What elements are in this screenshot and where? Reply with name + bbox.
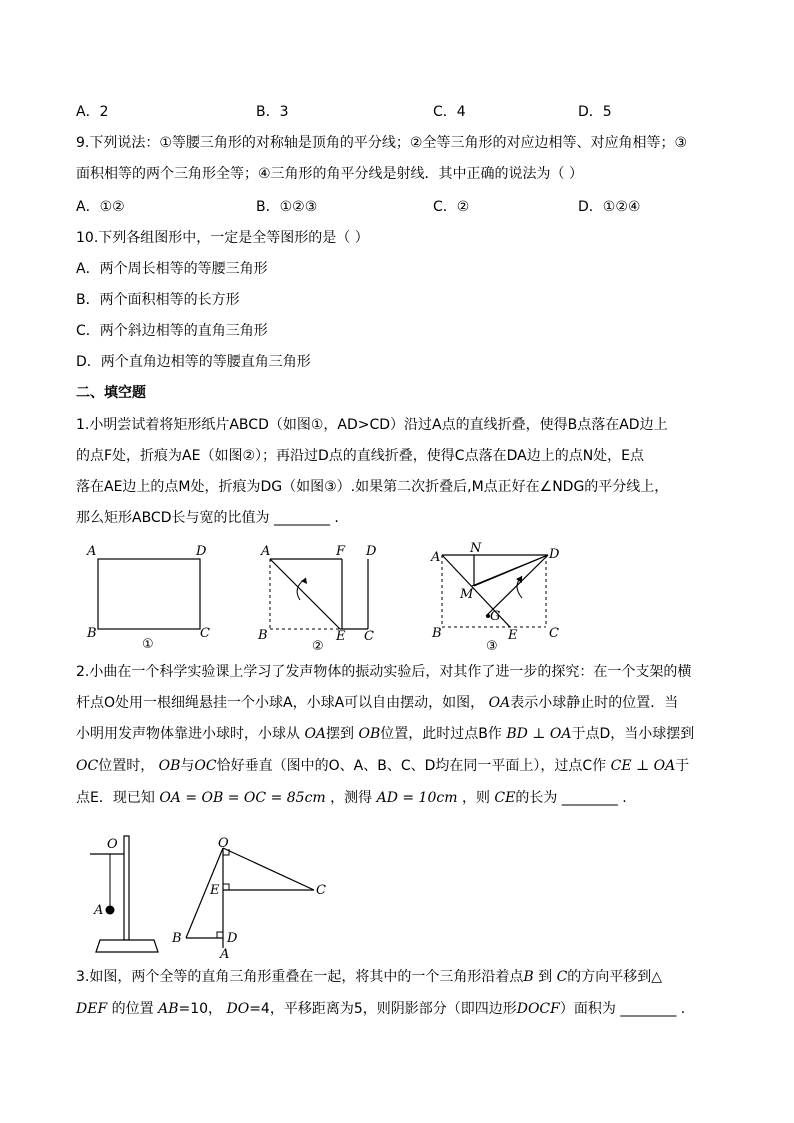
option-a: A．2 bbox=[76, 104, 109, 120]
label-b: B bbox=[87, 626, 97, 641]
fill-2-line-2: 杆点O处用一根细绳悬挂一个小球A，小球A可以自由摆动，如图， OA表示小球静止时的位置．当 bbox=[76, 695, 679, 711]
label-d: D bbox=[227, 931, 238, 946]
fill-2-line-4: OC位置时， OB与OC恰好垂直（图中的O、A、B、C、D均在同一平面上），过点C作 CE ⊥ OA于 bbox=[76, 758, 690, 774]
label-d: D bbox=[196, 544, 207, 559]
q9-option-b: B．①②③ bbox=[256, 199, 318, 215]
figure-1-panel-1 bbox=[84, 540, 234, 650]
fill-1-line-4: 那么矩形ABCD长与宽的比值为 ________ . bbox=[76, 510, 339, 526]
figure-number: ① bbox=[142, 637, 154, 652]
label-c: C bbox=[316, 883, 326, 898]
fill-3-line-1: 3.如图，两个全等的直角三角形重叠在一起，将其中的一个三角形沿着点B 到 C的方向平移到△ bbox=[76, 969, 663, 985]
label-d: D bbox=[366, 544, 377, 559]
label-m: M bbox=[460, 587, 474, 602]
label-c: C bbox=[549, 626, 559, 641]
q10-option-d: D．两个直角边相等的等腰直角三角形 bbox=[76, 354, 311, 370]
q9-option-a: A．①② bbox=[76, 199, 125, 215]
figure-2-triangle-diagram bbox=[170, 836, 330, 961]
figure-2-pendulum-stand bbox=[90, 830, 170, 960]
option-b: B．3 bbox=[256, 104, 289, 120]
question-9-line-1: 9.下列说法：①等腰三角形的对称轴是顶角的平分线；②全等三角形的对应边相等、对应角相等；③ bbox=[76, 135, 688, 151]
question-9-line-2: 面积相等的两个三角形全等；④三角形的角平分线是射线．其中正确的说法为（ ） bbox=[76, 166, 583, 182]
label-b: B bbox=[258, 628, 268, 643]
label-n: N bbox=[470, 541, 482, 556]
label-a: A bbox=[261, 544, 271, 559]
label-b: B bbox=[432, 626, 442, 641]
fill-1-line-2: 的点F处，折痕为AE（如图②）；再沿过D点的直线折叠，使得C点落在DA边上的点N处，E点 bbox=[76, 448, 645, 464]
question-10-stem: 10.下列各组图形中，一定是全等图形的是（ ） bbox=[76, 230, 369, 246]
label-g: G bbox=[490, 609, 501, 624]
label-a: A bbox=[87, 544, 97, 559]
label-a: A bbox=[220, 947, 230, 962]
fill-2-line-3: 小明用发声物体靠进小球时，小球从 OA摆到 OB位置，此时过点B作 BD ⊥ OA于点D，当小球摆到 bbox=[76, 726, 695, 742]
figure-1-panel-3 bbox=[428, 540, 578, 654]
label-o: O bbox=[218, 836, 229, 851]
label-o: O bbox=[107, 837, 118, 852]
label-d: D bbox=[549, 547, 560, 562]
q10-option-a: A．两个周长相等的等腰三角形 bbox=[76, 261, 268, 277]
label-e: E bbox=[210, 883, 220, 898]
section-title: 二、填空题 bbox=[76, 385, 146, 401]
label-c: C bbox=[200, 626, 210, 641]
label-e: E bbox=[508, 628, 518, 643]
label-a: A bbox=[94, 903, 104, 918]
label-a: A bbox=[431, 550, 441, 565]
fill-1-line-1: 1.小明尝试着将矩形纸片ABCD（如图①，AD>CD）沿过A点的直线折叠，使得B点落在AD边上 bbox=[76, 417, 668, 433]
fill-3-line-2: DEF 的位置 AB=10， DO=4，平移距离为5，则阴影部分（即四边形DOCF）面积为 ________ . bbox=[76, 1001, 686, 1017]
q9-option-c: C．② bbox=[433, 199, 470, 215]
label-b: B bbox=[172, 931, 182, 946]
q9-option-d: D．①②④ bbox=[578, 199, 641, 215]
figure-number: ② bbox=[312, 639, 324, 654]
option-c: C．4 bbox=[433, 104, 466, 120]
fill-2-line-1: 2.小曲在一个科学实验课上学习了发声物体的振动实验后，对其作了进一步的探究：在一个支架的横 bbox=[76, 664, 692, 680]
option-d: D．5 bbox=[578, 104, 612, 120]
label-e: E bbox=[336, 629, 346, 644]
label-c: C bbox=[364, 629, 374, 644]
label-f: F bbox=[336, 544, 346, 559]
figure-number: ③ bbox=[486, 639, 498, 654]
q10-option-b: B．两个面积相等的长方形 bbox=[76, 292, 240, 308]
fill-2-line-5: 点E．现已知 OA = OB = OC = 85cm ，测得 AD = 10cm ，则 CE的长为 ________ . bbox=[76, 790, 627, 806]
figure-1-panel-2 bbox=[256, 540, 396, 654]
fill-1-line-3: 落在AE边上的点M处，折痕为DG（如图③）.如果第二次折叠后,M点正好在∠NDG的平分线上， bbox=[76, 479, 669, 495]
q10-option-c: C．两个斜边相等的直角三角形 bbox=[76, 323, 268, 339]
